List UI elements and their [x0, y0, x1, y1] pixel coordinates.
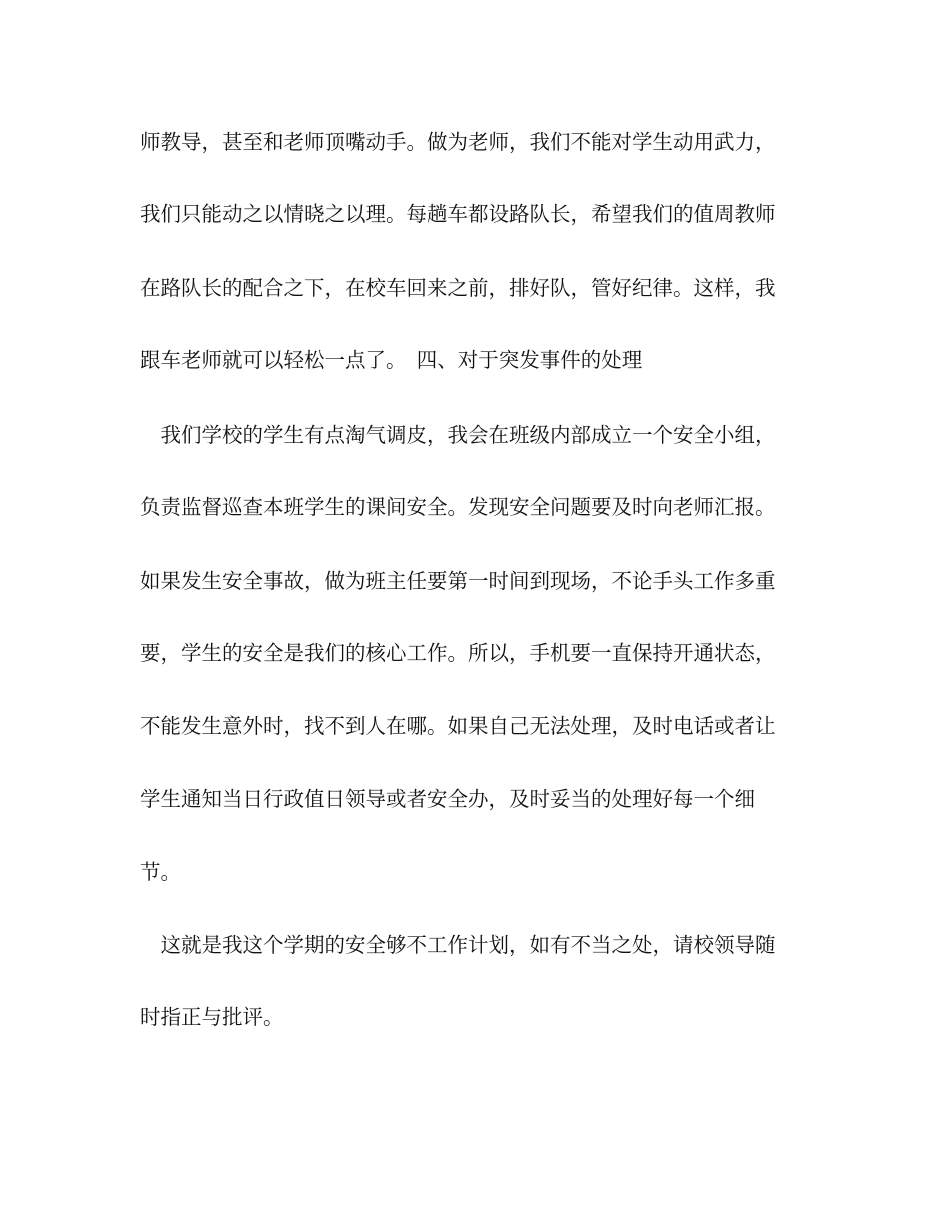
text-line: 时指正与批评。	[140, 1005, 284, 1029]
text-line: 如果发生安全事故，做为班主任要第一时间到现场，不论手头工作多重	[140, 569, 776, 593]
text-line: 我们学校的学生有点淘气调皮，我会在班级内部成立一个安全小组，	[140, 423, 776, 447]
text-line: 师教导，甚至和老师顶嘴动手。做为老师，我们不能对学生动用武力，	[140, 130, 776, 154]
text-line: 节。	[140, 860, 181, 884]
text-line: 我们只能动之以情晓之以理。每趟车都设路队长，希望我们的值周教师	[140, 202, 776, 226]
text-line: 不能发生意外时，找不到人在哪。如果自己无法处理，及时电话或者让	[140, 714, 776, 738]
text-line: 学生通知当日行政值日领导或者安全办，及时妥当的处理好每一个细	[140, 787, 755, 811]
text-line: 负责监督巡查本班学生的课间安全。发现安全问题要及时向老师汇报。	[140, 495, 776, 519]
text-line: 要，学生的安全是我们的核心工作。所以，手机要一直保持开通状态，	[140, 641, 776, 665]
text-line: 跟车老师就可以轻松一点了。 四、对于突发事件的处理	[140, 348, 643, 372]
text-line: 这就是我这个学期的安全够不工作计划，如有不当之处，请校领导随	[140, 933, 776, 957]
text-line: 在路队长的配合之下，在校车回来之前，排好队，管好纪律。这样，我	[140, 276, 776, 300]
